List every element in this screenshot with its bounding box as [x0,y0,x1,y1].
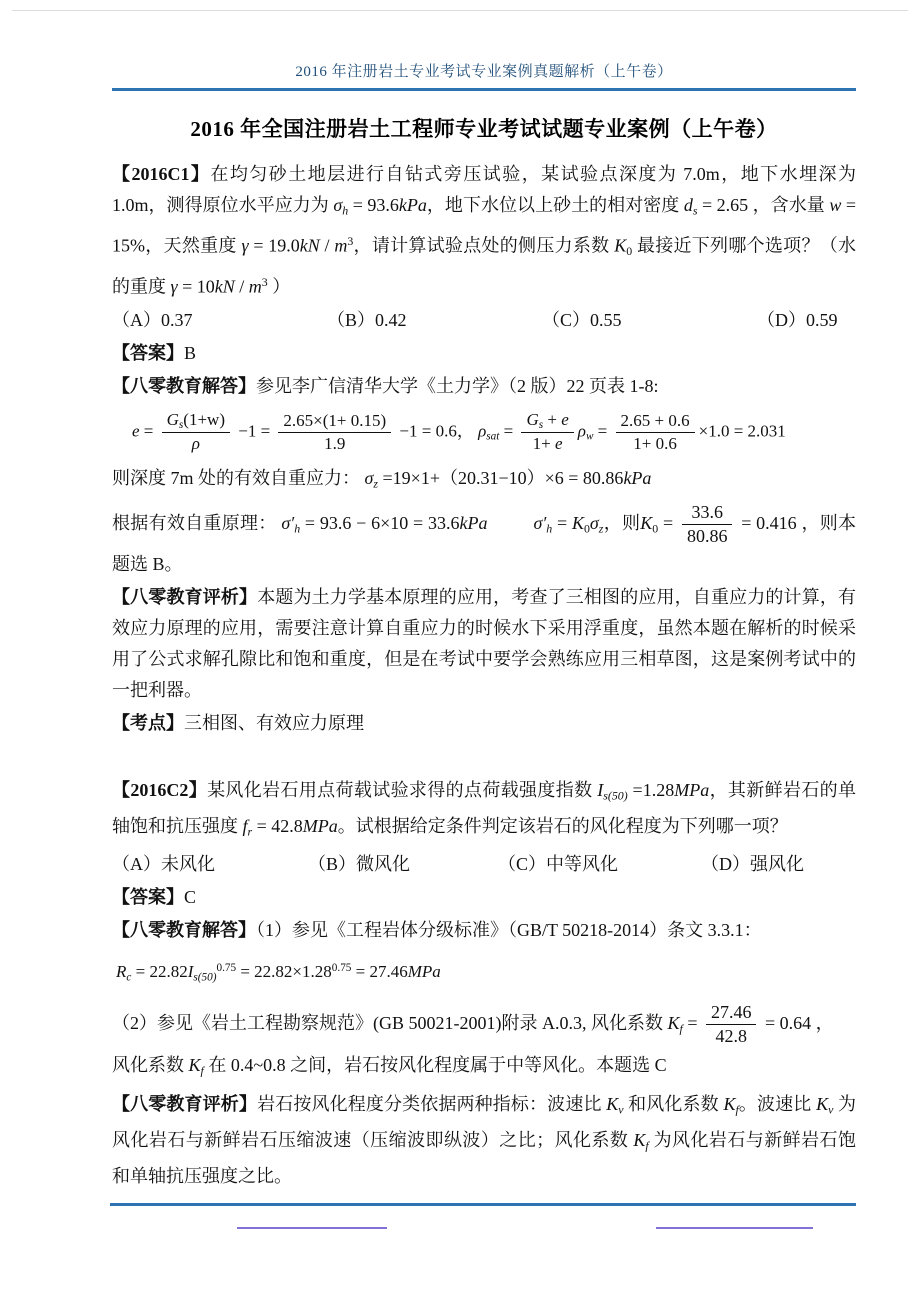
running-header: 2016 年注册岩土专业考试专业案例真题解析（上午卷） [295,64,673,80]
q2-stem: 【2016C2】某风化岩石用点荷载试验求得的点荷载强度指数 Is(50) =1.28MPa，其新鲜岩石的单轴饱和抗压强度 fr = 42.8MPa。试根据给定条件判定该岩石的风化程度为下列哪一项？ [112,779,857,839]
q1-option-d: （D）0.59 [757,309,838,330]
q1-stem: 【2016C1】在均匀砂土地层进行自钻式旁压试验，某试验点深度为 7.0m，地下水埋深为 1.0m，测得原位水平应力为 σh = 93.6kPa，地下水位以上砂土的相对密度 ds = 2.65 ，含水量 w = 15%，天然重度 $\gamma = 19.0kN / m^3$，请计算试验点处的侧压力系数 K0 最接近下列哪个选项？（水的重度 $\gamma = 10kN / m^3$ ） [112,164,857,297]
q2-option-a: （A）未风化 [112,854,215,875]
footer-link-right[interactable] [656,1227,813,1229]
q1-review: 【八零教育评析】本题为土力学基本原理的应用，考查了三相图的应用，自重应力的计算，有效应力原理的应用，需要注意计算自重应力的时候水下采用浮重度，虽然本题在解析的时候采用了公式求解孔隙比和饱和重度，但是在考试中要学会熟练应用三相草图，这是案例考试中的一把利器。 [112,586,856,700]
q1-formula-void-ratio: e = $\frac{Gs(1+w)}{\rho}$ −1 = $\frac{2.65\times(1+ 0.15)}{1.9}$ −1 = 0.6， ρsat = $\frac{Gs + e}{1+ e}$ ρw = $\frac{2.65 + 0.6}{1+ 0.6}$ ×1.0 = 2.031 [132,409,786,454]
footer-link-left[interactable] [237,1227,387,1229]
q1-keypoints: 【考点】三相图、有效应力原理 [112,712,364,733]
q2-review: 【八零教育评析】岩石按风化程度分类依据两种指标：波速比 Kv 和风化系数 Kf。波速比 Kv 为风化岩石与新鲜岩石压缩波速（压缩波即纵波）之比；风化系数 Kf 为风化岩石与新鲜岩石饱和单轴抗压强度之比。 [112,1093,857,1187]
q2-solution-intro: 【八零教育解答】（1）参见《工程岩体分级标准》（GB/T 50218-2014）条文 3.3.1： [112,920,762,941]
q1-solution-intro: 【八零教育解答】参见李广信清华大学《土力学》（2 版）22 页表 1-8: [112,375,659,396]
q2-options [112,849,856,880]
q1-option-b: （B）0.42 [327,309,407,330]
q1-effective-stress-line: 根据有效自重原理： σ′h = 93.6 − 6×10 = 33.6kPa σ′h = K0σz，则K0 = $\frac{33.6}{80.86}$ = 0.416 ，则本题选 B。 [112,501,857,574]
q2-kf-range-line: 风化系数 Kf 在 0.4~0.8 之间，岩石按风化程度属于中等风化。本题选 C [112,1055,667,1078]
q2-option-c: （C）中等风化 [498,854,619,875]
q2-formula-rc: $Rc = 22.82Is(50)^{0.75} = 22.82\times 1.28^{0.75} = 27.46MPa$ [116,962,441,984]
q2-option-d: （D）强风化 [701,854,804,875]
header-rule [112,88,856,91]
q1-option-a: （A）0.37 [112,309,193,330]
q1-formula-sigma-z: 则深度 7m 处的有效自重应力： σz =19×1+（20.31−10）×6 = 80.86kPa [112,467,652,490]
q2-answer-line: 【答案】C [112,887,197,908]
q1-options [112,305,856,336]
page-top-edge [12,10,908,11]
q1-answer-line: 【答案】B [112,342,197,363]
page-content [112,60,856,1194]
q2-formula-kf: （2）参见《岩土工程勘察规范》(GB 50021-2001)附录 A.0.3, 风化系数 Kf = $\frac{27.46}{42.8}$ = 0.64 ， [112,1001,834,1046]
q1-option-c: （C）0.55 [542,309,622,330]
document-title: 2016 年全国注册岩土工程师专业考试试题专业案例（上午卷） [190,117,778,141]
footer-rule [110,1203,856,1206]
q2-option-b: （B）微风化 [308,854,411,875]
